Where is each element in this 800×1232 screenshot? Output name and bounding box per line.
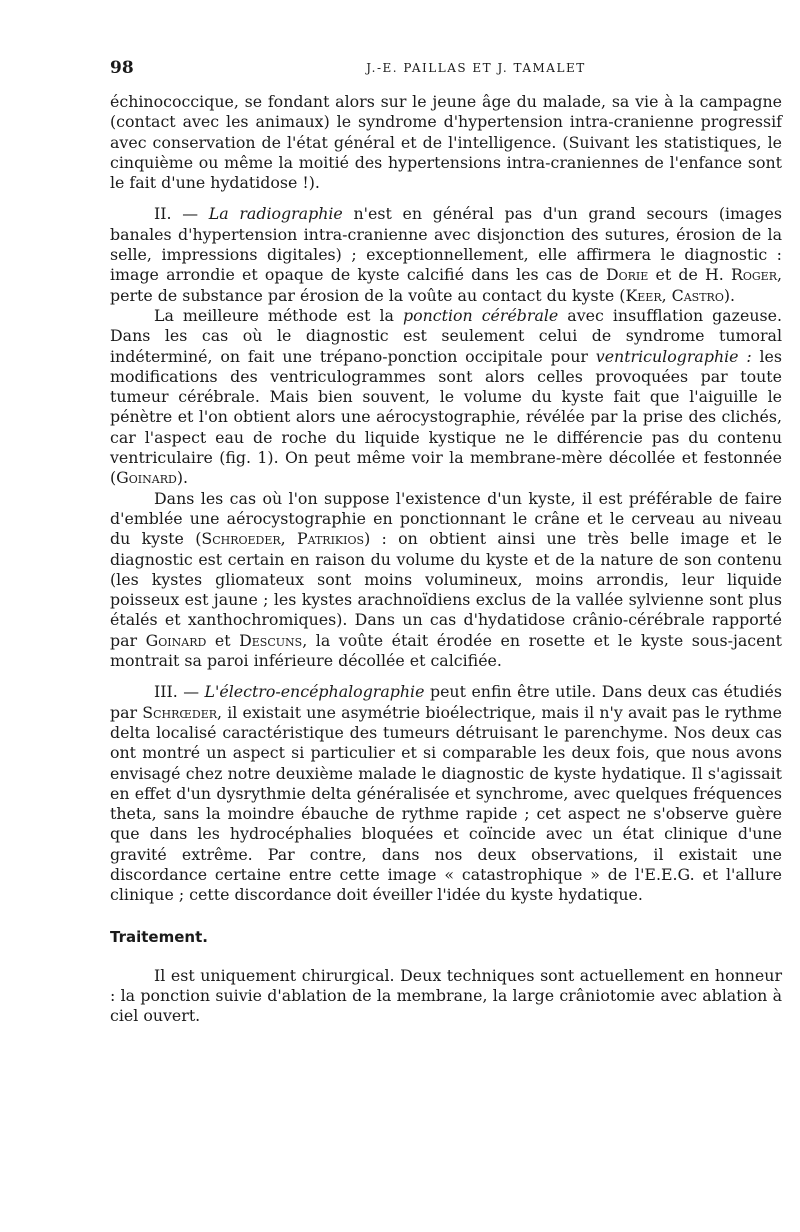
section-heading-traitement: Traitement. [110, 927, 208, 946]
author-name: Goinard [145, 630, 207, 650]
text-run: ) : on obtient ainsi une très belle image et le diagnostic est certain en raison du volume du kyste et de la nature de son contenu (les kystes gliomateux sont moins volumineux, moins arrondis, leur liquide poisseux est jaune ; les kystes arachnoïdiens exclus de la vallée sylvienne sont plus étalés et xanthochromiques). Dans un cas d'hydatidose crânio-cérébrale rapporté par [110, 529, 782, 650]
emphasis-eeg: L'électro-encéphalographie [204, 682, 425, 702]
text-run: ). [176, 468, 189, 488]
document-page [110, 58, 782, 1026]
text-run: , la voûte était érodée en rosette et le kyste sous-jacent montrait sa paroi inférieure décollée et calcifiée. [110, 630, 782, 671]
page-number: 98 [110, 58, 134, 78]
author-name: Roger [730, 265, 777, 285]
text-run: les modifications des ventriculogrammes sont alors celles provoquées par toute tumeur cérébrale. Mais bien souvent, le volume du kyste fait que l'aiguille le pénètre et l'on obtient alors une aérocystographie, révélée par la prise des clichés, car l'aspect eau de roche du liquide kystique ne le différencie pas du contenu ventriculaire (fig. 1). On peut même voir la membrane-mère décollée et festonnée ( [110, 346, 782, 488]
author-name: Keer, Castro [625, 285, 724, 305]
author-name: Schroeder, Patrikios [201, 529, 365, 549]
running-head: J.-E. PAILLAS ET J. TAMALET [366, 61, 586, 75]
text-run: et de H. [648, 265, 731, 285]
section-numeral: III. — [154, 682, 205, 702]
text-run: , perte de substance par érosion de la voûte au contact du kyste ( [110, 265, 783, 305]
author-name: Goinard [116, 468, 177, 488]
text-run: Dans les cas où l'on suppose l'existence d'un kyste, il est préférable de faire d'emblée une aérocystographie en ponctionnant le crâne et le cerveau au niveau du kyste ( [110, 488, 782, 549]
emphasis-ponction: ponction cérébrale [402, 305, 559, 325]
author-name: Schrœder [142, 702, 218, 722]
text-run: avec insufflation gazeuse. Dans les cas où le diagnostic est seulement celui de syndrome tumoral indéterminé, on fait une trépano-ponction occipitale pour [110, 305, 782, 366]
author-name: Descuns [239, 630, 303, 650]
paragraph-radiographie [110, 204, 782, 305]
paragraph-ponction [110, 306, 782, 489]
text-run: peut enfin être utile. Dans deux cas étudiés par [110, 682, 782, 722]
page-header [110, 58, 782, 80]
text-run: n'est en général pas d'un grand secours (images banales d'hypertension intra-cranienne avec disjonction des sutures, érosion de la selle, impressions digitales) ; exceptionnellement, elle affirmera le diagnostic : image arrondie et opaque de kyste calcifié dans les cas de [110, 204, 782, 285]
emphasis-radiographie: La radiographie [208, 204, 343, 224]
author-name: Dorie [605, 265, 649, 285]
text-run: , il existait une asymétrie bioélectrique, mais il n'y avait pas le rythme delta localisé caractéristique des tumeurs détruisant le parenchyme. Nos deux cas ont montré un aspect si particulier et si comparable les deux fois, que nous avons envisagé chez notre deuxième malade le diagnostic de kyste hydatique. Il s'agissait en effet d'un dysrythmie delta généralisée et synchrome, avec quelques fréquences theta, sans la moindre ébauche de rythme rapide ; cet aspect ne s'observe guère que dans les hydrocéphalies bloquées et coïncide avec un état clinique d'une gravité extrême. Par contre, dans nos deux observations, il existait une discordance certaine entre cette image « catastrophique » de l'E.E.G. et l'allure clinique ; cette discordance doit éveiller l'idée du kyste hydatique. [110, 702, 782, 905]
text-run: La meilleure méthode est la [154, 305, 403, 325]
text-run: ). [723, 285, 736, 305]
paragraph-traitement: Il est uniquement chirurgical. Deux techniques sont actuellement en honneur : la ponction suivie d'ablation de la membrane, la large crâniotomie avec ablation à ciel ouvert. [110, 965, 782, 1026]
emphasis-ventriculographie: ventriculographie : [595, 346, 752, 366]
paragraph-aerocystographie [110, 489, 782, 672]
text-run: et [206, 630, 240, 650]
section-numeral: II. — [154, 204, 209, 224]
paragraph-eeg [110, 682, 782, 905]
paragraph-1: échinococcique, se fondant alors sur le jeune âge du malade, sa vie à la campagne (contact avec les animaux) le syndrome d'hypertension intra-cranienne progressif avec conservation de l'état général et de l'intelligence. (Suivant les statistiques, le cinquième ou même la moitié des hypertensions intra-craniennes de l'enfance sont le fait d'une hydatidose !). [110, 92, 782, 193]
